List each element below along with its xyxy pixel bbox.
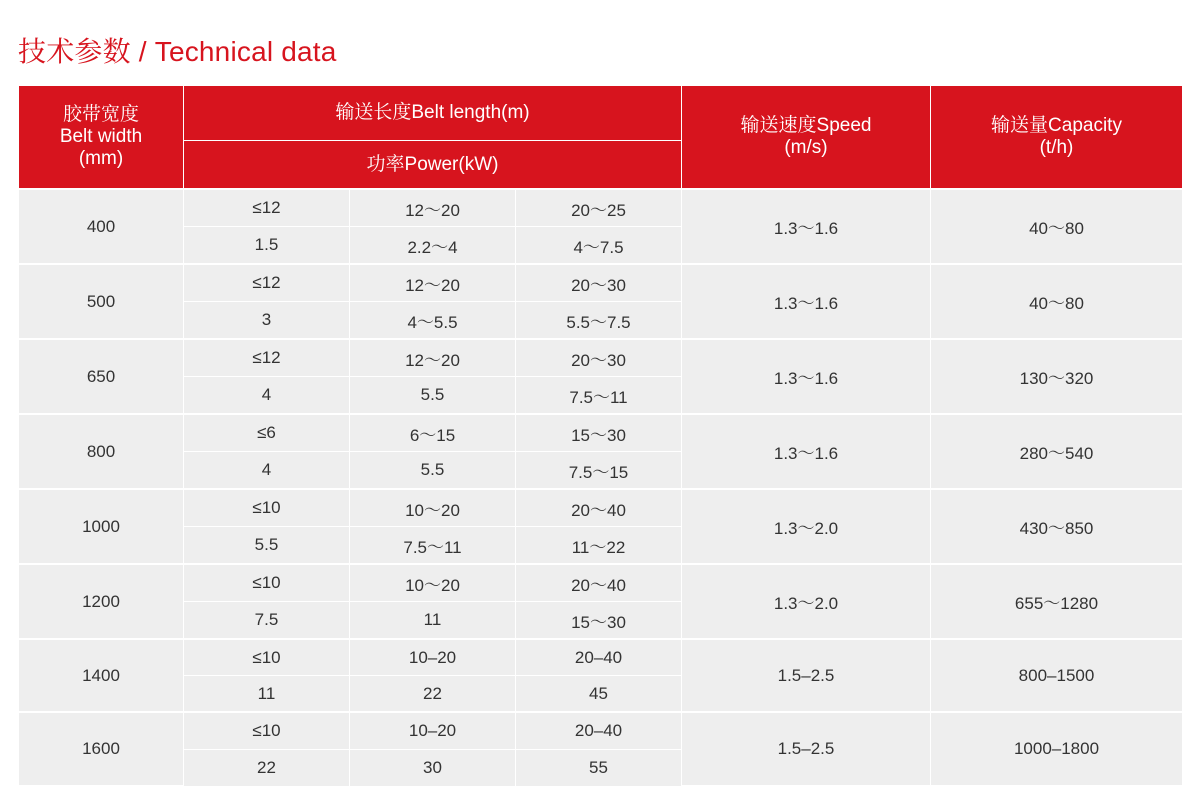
table-row bbox=[19, 414, 1183, 452]
header-capacity bbox=[931, 86, 1183, 190]
belt-length-cell: ≤10 bbox=[184, 712, 350, 750]
power-cell: 11 bbox=[184, 676, 350, 713]
belt-length-cell: 6～15 bbox=[350, 414, 516, 452]
table-row bbox=[19, 564, 1183, 602]
speed-cell: 1.3～2.0 bbox=[682, 564, 931, 639]
speed-cell: 1.3～1.6 bbox=[682, 264, 931, 339]
capacity-cell: 1000–1800 bbox=[931, 712, 1183, 786]
power-cell: 45 bbox=[516, 676, 682, 713]
power-cell: 5.5 bbox=[350, 377, 516, 415]
belt-length-cell: 12～20 bbox=[350, 189, 516, 227]
belt-length-cell: 12～20 bbox=[350, 339, 516, 377]
power-cell: 5.5～7.5 bbox=[516, 302, 682, 340]
speed-cell: 1.3～1.6 bbox=[682, 339, 931, 414]
belt-length-cell: 20～40 bbox=[516, 564, 682, 602]
capacity-cell: 280～540 bbox=[931, 414, 1183, 489]
power-cell: 22 bbox=[184, 750, 350, 787]
power-cell: 11 bbox=[350, 602, 516, 640]
table-row bbox=[19, 639, 1183, 676]
capacity-cell: 655～1280 bbox=[931, 564, 1183, 639]
power-cell: 4～5.5 bbox=[350, 302, 516, 340]
power-cell: 1.5 bbox=[184, 227, 350, 265]
power-cell: 7.5～11 bbox=[350, 527, 516, 565]
capacity-cell: 40～80 bbox=[931, 189, 1183, 264]
belt-width-cell: 500 bbox=[19, 264, 184, 339]
power-cell: 5.5 bbox=[184, 527, 350, 565]
belt-length-cell: ≤12 bbox=[184, 189, 350, 227]
speed-cell: 1.3～2.0 bbox=[682, 489, 931, 564]
speed-cell: 1.3～1.6 bbox=[682, 189, 931, 264]
power-cell: 4～7.5 bbox=[516, 227, 682, 265]
belt-length-cell: 15～30 bbox=[516, 414, 682, 452]
belt-width-cell: 650 bbox=[19, 339, 184, 414]
belt-length-cell: 12～20 bbox=[350, 264, 516, 302]
power-cell: 7.5 bbox=[184, 602, 350, 640]
page-title: 技术参数 / Technical data bbox=[18, 36, 337, 67]
belt-length-cell: ≤12 bbox=[184, 339, 350, 377]
power-cell: 22 bbox=[350, 676, 516, 713]
power-cell: 15～30 bbox=[516, 602, 682, 640]
belt-length-cell: ≤10 bbox=[184, 639, 350, 676]
power-cell: 7.5～15 bbox=[516, 452, 682, 490]
speed-cell: 1.3～1.6 bbox=[682, 414, 931, 489]
table-body bbox=[19, 189, 1183, 786]
belt-length-cell: 20–40 bbox=[516, 712, 682, 750]
belt-length-cell: 10～20 bbox=[350, 489, 516, 527]
belt-length-cell: ≤10 bbox=[184, 489, 350, 527]
table-row bbox=[19, 712, 1183, 750]
header-capacity-label: 输送量Capacity (t/h) bbox=[991, 115, 1122, 158]
power-cell: 4 bbox=[184, 377, 350, 415]
speed-cell: 1.5–2.5 bbox=[682, 639, 931, 712]
table-row bbox=[19, 489, 1183, 527]
power-cell: 7.5～11 bbox=[516, 377, 682, 415]
capacity-cell: 130～320 bbox=[931, 339, 1183, 414]
belt-length-cell: 20～30 bbox=[516, 264, 682, 302]
table-row bbox=[19, 339, 1183, 377]
header-power: 功率Power(kW) bbox=[184, 141, 682, 190]
belt-width-cell: 800 bbox=[19, 414, 184, 489]
belt-width-cell: 1200 bbox=[19, 564, 184, 639]
power-cell: 3 bbox=[184, 302, 350, 340]
belt-length-cell: 10–20 bbox=[350, 712, 516, 750]
belt-width-cell: 1600 bbox=[19, 712, 184, 786]
belt-length-cell: ≤12 bbox=[184, 264, 350, 302]
technical-data-table bbox=[18, 85, 1183, 787]
belt-length-cell: ≤6 bbox=[184, 414, 350, 452]
capacity-cell: 40～80 bbox=[931, 264, 1183, 339]
belt-width-cell: 1400 bbox=[19, 639, 184, 712]
capacity-cell: 800–1500 bbox=[931, 639, 1183, 712]
power-cell: 4 bbox=[184, 452, 350, 490]
belt-length-cell: 20～30 bbox=[516, 339, 682, 377]
belt-width-cell: 1000 bbox=[19, 489, 184, 564]
header-belt-width bbox=[19, 86, 184, 190]
header-belt-width-label: 胶带宽度 Belt width (mm) bbox=[59, 104, 143, 169]
header-belt-length: 输送长度Belt length(m) bbox=[184, 86, 682, 141]
table-row bbox=[19, 189, 1183, 227]
belt-length-cell: 10–20 bbox=[350, 639, 516, 676]
capacity-cell: 430～850 bbox=[931, 489, 1183, 564]
power-cell: 11～22 bbox=[516, 527, 682, 565]
speed-cell: 1.5–2.5 bbox=[682, 712, 931, 786]
power-cell: 2.2～4 bbox=[350, 227, 516, 265]
belt-length-cell: 20～40 bbox=[516, 489, 682, 527]
belt-length-cell: 20–40 bbox=[516, 639, 682, 676]
power-cell: 55 bbox=[516, 750, 682, 787]
table-row bbox=[19, 264, 1183, 302]
belt-length-cell: 10～20 bbox=[350, 564, 516, 602]
header-speed bbox=[682, 86, 931, 190]
belt-width-cell: 400 bbox=[19, 189, 184, 264]
belt-length-cell: 20～25 bbox=[516, 189, 682, 227]
belt-length-cell: ≤10 bbox=[184, 564, 350, 602]
header-speed-label: 输送速度Speed (m/s) bbox=[740, 115, 872, 158]
power-cell: 30 bbox=[350, 750, 516, 787]
power-cell: 5.5 bbox=[350, 452, 516, 490]
